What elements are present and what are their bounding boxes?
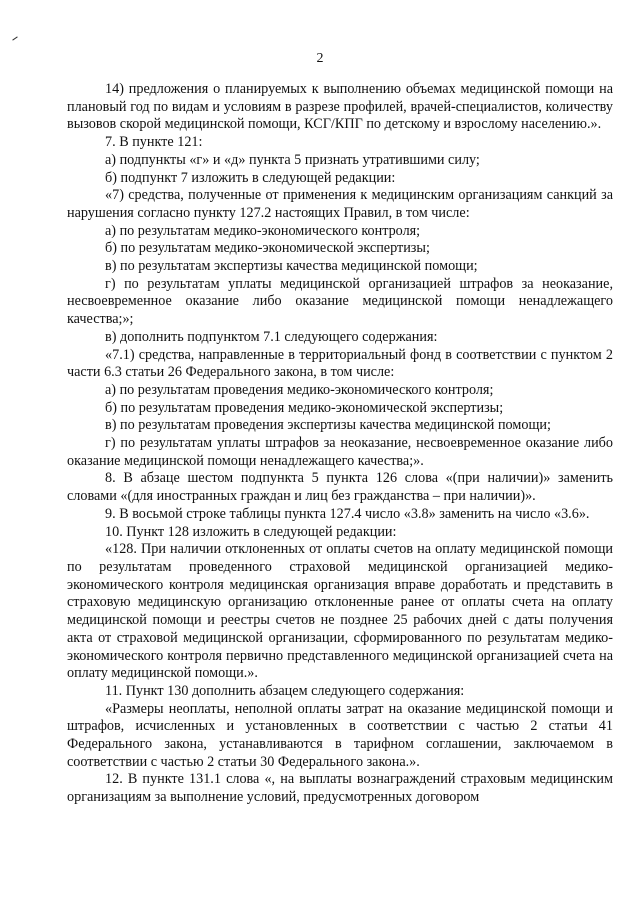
paragraph-item-11: 11. Пункт 130 дополнить абзацем следующего содержания: [105,682,465,699]
list-item-g-fines-2: г) по результатам уплаты штрафов за неоказание, несвоевременное оказание либо оказание медицинской помощи ненадлежащего качества;». [67,435,613,469]
paragraph-item-8: 8. В абзаце шестом подпункта 5 пункта 126 слова «(при наличии)» заменить словами «(для иностранных граждан и лиц без гражданства – при наличии)». [67,470,613,505]
paragraph-item-12: 12. В пункте 131.1 слова «, на выплаты вознаграждений страховым медицинским организациям за выполнение условий, предусмотренных договором [67,771,613,806]
paragraph-subitem-7-text: «7) средства, полученные от применения к медицинским организациям санкций за нарушения согласно пункту 127.2 настоящих Правил, в том числе: [67,187,613,221]
paragraph-7b: б) подпункт 7 изложить в следующей редакции: [105,169,396,186]
paragraph-item-7: 7. В пункте 121: [105,134,203,151]
paragraph-item-10: 10. Пункт 128 изложить в следующей редакции: [105,523,397,540]
list-item-b-mee: б) по результатам медико-экономической экспертизы; [105,240,430,257]
paragraph-subitem-7-1-text: «7.1) средства, направленные в территориальный фонд в соответствии с пунктом 2 части 6.3 статьи 26 Федерального закона, в том числе: [67,346,613,381]
paragraph-item-128-text: «128. При наличии отклоненных от оплаты счетов на оплату медицинской помощи по результатам проведенного страховой медицинской организацией медико-экономического контроля медицинская организация вправе доработать и представить в страховую медицинскую организацию отклоненные ранее от оплаты счета на оплату медицинской помощи и реестры счетов не позднее 25 рабочих дней с даты получения акта от страховой медицинской организации, сформированного по результатам медико-экономического контроля первично представленного медицинской организацией счета на оплату медицинской помощи.». [67,541,613,682]
paragraph-14-proposals: 14) предложения о планируемых к выполнению объемах медицинской помощи на плановый год по видам и условиям в разрезе профилей, врачей-специалистов, количеству вызовов скорой медицинской помощи, КСГ/КПГ по детскому и взрослому населению.». [67,81,613,133]
paragraph-7a: а) подпункты «г» и «д» пункта 5 признать утратившими силу; [105,151,480,168]
list-item-a-mek: а) по результатам медико-экономического контроля; [105,222,421,239]
paragraph-item-130-text: «Размеры неоплаты, неполной оплаты затрат на оказание медицинской помощи и штрафов, исчисленных и установленных в соответствии с частью 2 статьи 41 Федерального закона, устанавливаются в тарифном соглашении, заключаемом в соответствии с частью 2 статьи 30 Федерального закона.». [67,700,613,770]
document-body [67,81,613,807]
page-number: 2 [316,51,324,66]
list-item-g-fines: г) по результатам уплаты медицинской организацией штрафов за неоказание, несвоевременное оказание либо оказание медицинской помощи ненадлежащего качества;»; [67,275,613,328]
scan-artifact [12,36,17,40]
paragraph-7v: в) дополнить подпунктом 7.1 следующего содержания: [105,328,438,345]
list-item-b-mee-2: б) по результатам проведения медико-экономической экспертизы; [105,399,504,416]
list-item-a-mek-2: а) по результатам проведения медико-экономического контроля; [105,381,494,398]
list-item-v-ekmp: в) по результатам экспертизы качества медицинской помощи; [105,258,478,275]
list-item-v-ekmp-2: в) по результатам проведения экспертизы качества медицинской помощи; [105,417,551,434]
paragraph-item-9: 9. В восьмой строке таблицы пункта 127.4 число «3.8» заменить на число «3.6». [105,505,590,522]
